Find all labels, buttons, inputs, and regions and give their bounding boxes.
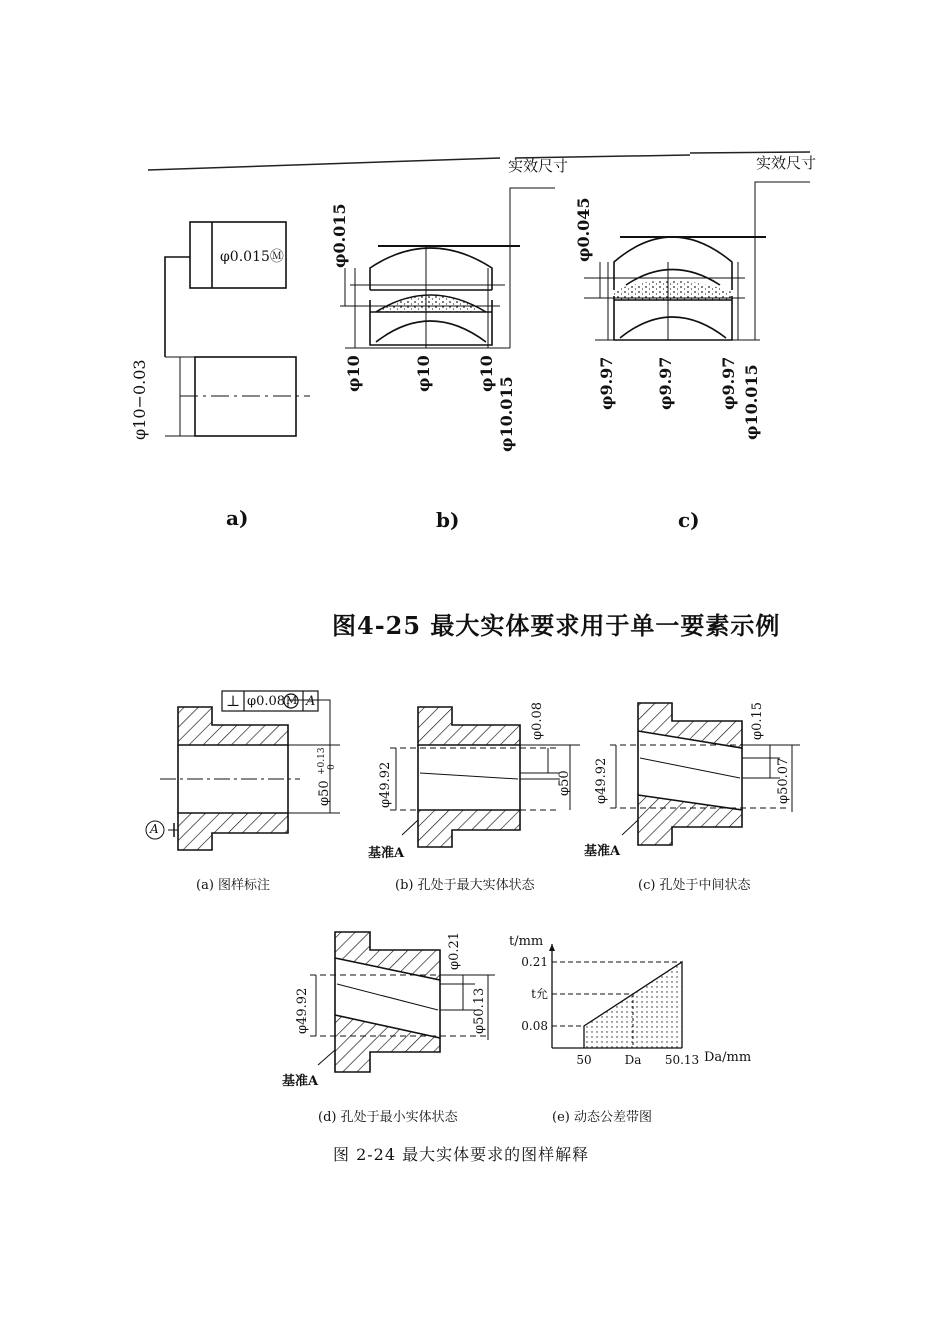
fig224-c-datum: 基准A xyxy=(584,844,621,859)
fig224-a-part xyxy=(146,700,340,850)
fig224-d-d3: φ50.13 xyxy=(472,987,487,1034)
fig224-d-datum: 基准A xyxy=(282,1074,319,1089)
fig224-e-caption: (e) 动态公差带图 xyxy=(552,1110,652,1125)
fig425-a-frame-text: φ0.015Ⓜ xyxy=(220,249,284,265)
x-tick-label-1: Da xyxy=(624,1053,642,1067)
fig224-c-d1: φ49.92 xyxy=(594,757,609,804)
fig224-b-d1: φ49.92 xyxy=(378,761,393,808)
fig425-c-dim-4: φ10.015 xyxy=(742,364,761,440)
fig224-a-caption: (a) 图样标注 xyxy=(196,878,271,893)
fig224-c-part xyxy=(610,703,800,845)
fig425-b-dim-3: φ10 xyxy=(477,355,496,392)
fig224-d-d1: φ49.92 xyxy=(295,987,310,1034)
fig425-c-dim-2: φ9.97 xyxy=(656,356,675,410)
fig224-a-dim-tol-low: 0 xyxy=(327,764,337,770)
fig425-effective-size-c: 实效尺寸 xyxy=(756,154,817,172)
fig224-a-frame-datum: A xyxy=(306,694,316,709)
fig224-a-dim: φ50 xyxy=(317,780,332,806)
fig425-b-top-dim: φ0.015 xyxy=(330,203,349,268)
fig425-b-drawing xyxy=(340,188,555,348)
fig224-b-d3: φ50 xyxy=(557,770,572,796)
fig224-a-datum: A xyxy=(150,822,159,836)
fig224-b-datum: 基准A xyxy=(368,846,405,861)
fig224-b-d2: φ0.08 xyxy=(530,701,545,740)
fig224-a-frame-tol: φ0.08 xyxy=(247,694,286,709)
fig224-d-caption: (d) 孔处于最小实体状态 xyxy=(318,1110,458,1125)
y-tick-label-1: t允 xyxy=(531,987,548,1001)
fig425-c-dim-3: φ9.97 xyxy=(719,356,738,410)
fig425-title: 图4-25 最大实体要求用于单一要素示例 xyxy=(332,611,781,640)
fig425-label-b: b) xyxy=(436,508,460,532)
y-tick-label-0: 0.21 xyxy=(521,955,548,969)
fig425-c-top-dim: φ0.045 xyxy=(574,197,593,262)
fig224-c-d2: φ0.15 xyxy=(750,701,765,740)
fig425-b-dim-4: φ10.015 xyxy=(497,376,516,452)
fig425-label-c: c) xyxy=(678,508,700,532)
fig425-label-a: a) xyxy=(226,506,249,530)
fig425-c-dim-1: φ9.97 xyxy=(597,356,616,410)
fig224-d-part xyxy=(310,932,495,1072)
fig224-c-caption: (c) 孔处于中间状态 xyxy=(638,878,751,893)
fig425-a-dim: φ10−0.03 xyxy=(130,359,149,440)
fig224-e-chart xyxy=(521,944,699,1067)
chart-y-axis-label: t/mm xyxy=(509,934,544,949)
fig425-b-dim-2: φ10 xyxy=(414,355,433,392)
fig224-b-part xyxy=(390,707,580,847)
fig224-a-frame-mod: M xyxy=(286,694,298,707)
fig224-c-d3: φ50.07 xyxy=(776,757,791,804)
tolerance-zone-area xyxy=(584,962,682,1048)
fig224-b-caption: (b) 孔处于最大实体状态 xyxy=(395,878,535,893)
chart-x-axis-label: Da/mm xyxy=(704,1050,752,1065)
fig425-effective-size-b: 实效尺寸 xyxy=(508,157,569,175)
x-tick-label-2: 50.13 xyxy=(664,1053,700,1067)
fig224-a-frame-sym: ⊥ xyxy=(226,692,241,710)
fig224-a-dim-tol: +0.13 xyxy=(317,747,327,775)
fig224-title: 图 2-24 最大实体要求的图样解释 xyxy=(333,1145,590,1164)
y-tick-label-2: 0.08 xyxy=(521,1019,548,1033)
fig425-c-drawing xyxy=(584,182,810,340)
fig224-d-d2: φ0.21 xyxy=(447,931,462,970)
fig425-top-rule xyxy=(148,152,810,170)
x-tick-label-0: 50 xyxy=(576,1053,592,1067)
fig425-b-dim-1: φ10 xyxy=(344,355,363,392)
